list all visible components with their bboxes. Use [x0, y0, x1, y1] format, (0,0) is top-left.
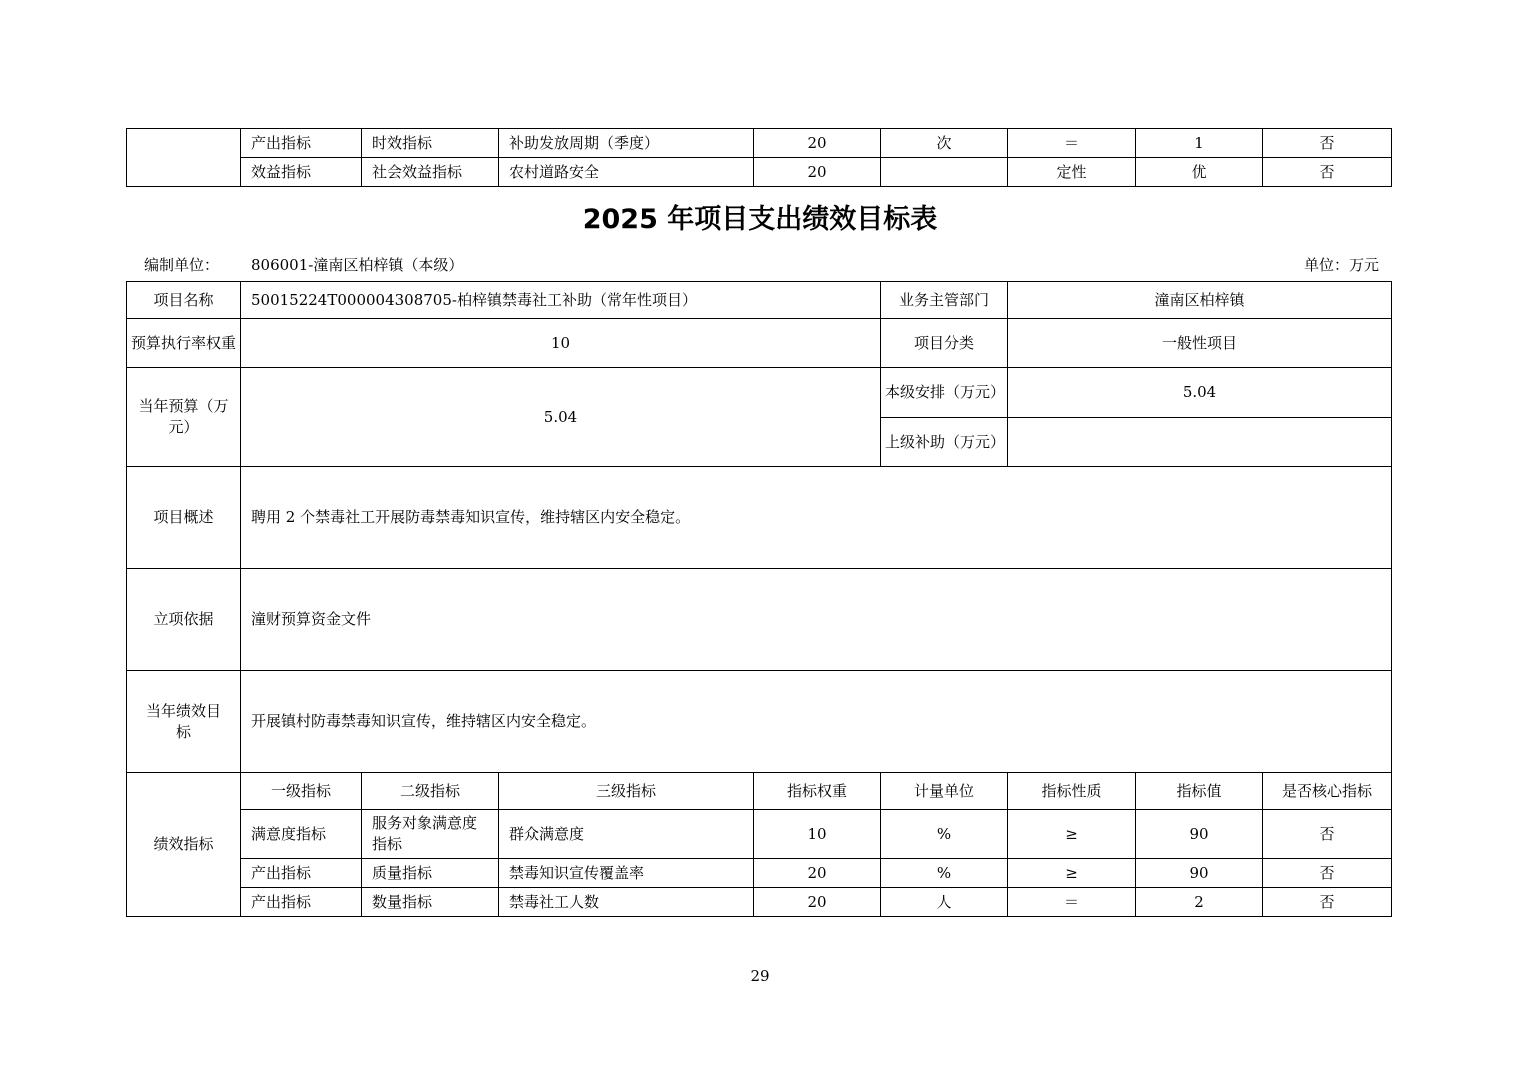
- org-value: 806001-潼南区柏梓镇（本级）: [251, 256, 464, 274]
- overview-row: [127, 467, 1392, 569]
- level1-cell: 产出指标: [241, 888, 362, 917]
- unit-cell: 次: [881, 129, 1008, 158]
- overview-value: 聘用 2 个禁毒社工开展防毒禁毒知识宣传，维持辖区内安全稳定。: [241, 467, 1392, 569]
- unit-label: 单位：万元: [1303, 256, 1379, 274]
- core-cell: 否: [1263, 810, 1392, 859]
- rate-row: [127, 319, 1392, 368]
- category-label: 项目分类: [881, 319, 1008, 368]
- weight-cell: 20: [754, 888, 881, 917]
- table-row: [127, 859, 1392, 888]
- weight-cell: 10: [754, 810, 881, 859]
- budget-label: 当年预算（万元）: [127, 368, 241, 467]
- indicator-label: 绩效指标: [127, 773, 241, 917]
- dept-value: 潼南区柏梓镇: [1008, 282, 1392, 319]
- value-cell: 2: [1136, 888, 1263, 917]
- nature-cell: ≥: [1008, 810, 1136, 859]
- level1-cell: 产出指标: [241, 129, 362, 158]
- performance-target-table: [126, 281, 1392, 917]
- unit-cell: %: [881, 859, 1008, 888]
- nature-cell: ＝: [1008, 888, 1136, 917]
- level3-cell: 补助发放周期（季度）: [499, 129, 754, 158]
- indicator-header-row: [127, 773, 1392, 810]
- level1-cell: 满意度指标: [241, 810, 362, 859]
- level1-cell: 产出指标: [241, 859, 362, 888]
- header-cell: 指标性质: [1008, 773, 1136, 810]
- header-cell: 指标权重: [754, 773, 881, 810]
- unit-cell: 人: [881, 888, 1008, 917]
- table-row: [127, 888, 1392, 917]
- local-label: 本级安排（万元）: [881, 368, 1008, 418]
- header-cell: 二级指标: [362, 773, 499, 810]
- overview-label: 项目概述: [127, 467, 241, 569]
- budget-value: 5.04: [241, 368, 881, 467]
- basis-row: [127, 569, 1392, 671]
- core-cell: 否: [1263, 158, 1392, 187]
- unit-cell: %: [881, 810, 1008, 859]
- value-cell: 1: [1136, 129, 1263, 158]
- level3-cell: 农村道路安全: [499, 158, 754, 187]
- project-name-value: 50015224T000004308705-柏梓镇禁毒社工补助（常年性项目）: [241, 282, 881, 319]
- page-number: 29: [750, 967, 770, 985]
- weight-cell: 20: [754, 158, 881, 187]
- table-row: [127, 810, 1392, 859]
- unit-cell: [881, 158, 1008, 187]
- level2-cell: 数量指标: [362, 888, 499, 917]
- core-cell: 否: [1263, 888, 1392, 917]
- upper-label: 上级补助（万元）: [881, 418, 1008, 467]
- continuation-row: [127, 129, 1392, 158]
- rate-value: 10: [241, 319, 881, 368]
- rate-label: 预算执行率权重: [127, 319, 241, 368]
- upper-value: [1008, 418, 1392, 467]
- core-cell: 否: [1263, 129, 1392, 158]
- level3-cell: 禁毒社工人数: [499, 888, 754, 917]
- weight-cell: 20: [754, 129, 881, 158]
- header-cell: 指标值: [1136, 773, 1263, 810]
- budget-row: [127, 368, 1392, 418]
- header-cell: 一级指标: [241, 773, 362, 810]
- level3-cell: 禁毒知识宣传覆盖率: [499, 859, 754, 888]
- local-value: 5.04: [1008, 368, 1392, 418]
- category-value: 一般性项目: [1008, 319, 1392, 368]
- continuation-table: [126, 128, 1392, 187]
- value-cell: 90: [1136, 810, 1263, 859]
- level2-cell: 质量指标: [362, 859, 499, 888]
- weight-cell: 20: [754, 859, 881, 888]
- nature-cell: 定性: [1008, 158, 1136, 187]
- core-cell: 否: [1263, 859, 1392, 888]
- level2-cell: 社会效益指标: [362, 158, 499, 187]
- goal-label: 当年绩效目标: [127, 671, 241, 773]
- project-name-label: 项目名称: [127, 282, 241, 319]
- nature-cell: ＝: [1008, 129, 1136, 158]
- project-name-row: [127, 282, 1392, 319]
- header-cell: 是否核心指标: [1263, 773, 1392, 810]
- goal-row: [127, 671, 1392, 773]
- level2-cell: 服务对象满意度指标: [362, 810, 499, 859]
- continuation-empty-cell: [127, 129, 241, 187]
- header-cell: 计量单位: [881, 773, 1008, 810]
- basis-value: 潼财预算资金文件: [241, 569, 1392, 671]
- value-cell: 优: [1136, 158, 1263, 187]
- document-title: 2025 年项目支出绩效目标表: [582, 204, 938, 235]
- header-cell: 三级指标: [499, 773, 754, 810]
- value-cell: 90: [1136, 859, 1263, 888]
- continuation-row: [127, 158, 1392, 187]
- level3-cell: 群众满意度: [499, 810, 754, 859]
- level2-cell: 时效指标: [362, 129, 499, 158]
- dept-label: 业务主管部门: [881, 282, 1008, 319]
- goal-value: 开展镇村防毒禁毒知识宣传，维持辖区内安全稳定。: [241, 671, 1392, 773]
- basis-label: 立项依据: [127, 569, 241, 671]
- nature-cell: ≥: [1008, 859, 1136, 888]
- org-label: 编制单位：: [144, 256, 220, 274]
- level1-cell: 效益指标: [241, 158, 362, 187]
